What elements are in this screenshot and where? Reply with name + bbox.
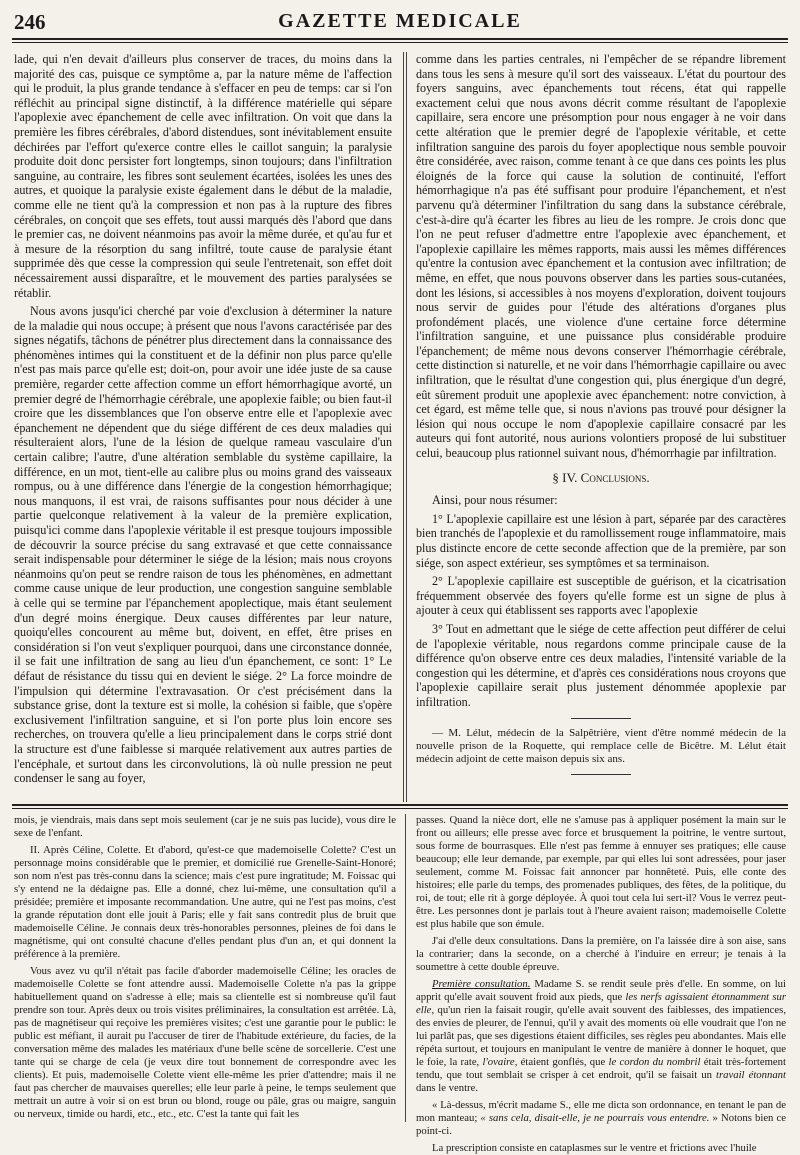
masthead-title: GAZETTE MEDICALE (278, 10, 522, 32)
column-divider (405, 814, 406, 1122)
section-heading (416, 471, 786, 486)
text-run: , qu'un rien la faisait rougir, qu'elle avait souvent des faiblesses, des impatiences, des envies de pleurer, de l'ennui, qu'il y avait des moments où elle voudrait que l'on ne lui parlât pas, que ses digestions étaient difficiles, ses règles peu abondantes. Mais elle répéta surtout, et toujours en manipulant le ventre de manière à donner le hoquet, que le foie, la rate, (416, 1004, 786, 1068)
text-run: Madame S. se rendit seule près d'elle. En somme, on lui apprit qu'elle avait souvent froid aux pieds, que (416, 978, 786, 1003)
section-number: § IV. (552, 469, 578, 485)
paragraph: Nous avons jusqu'ici cherché par voie d'exclusion à déterminer la nature de la maladie qui nous occupe; à présent que nous l'avons caractérisée par des signes négatifs, tâchons de pénétrer plus directement dans la connaissance des phénomènes intimes qui la constituent et de la définir non plus parce qu'elle n'est pas mais parce qu'elle est; doit-on, pour avoir une idée juste de sa cause première, regarder cette affection comme un effort hémorrhagique avorté, un premier degré de l'hémorrhagie cérébrale, une apoplexie faible; ou bien faut-il croire que les dissemblances que l'on observe entre elle et l'apoplexie avec épanchement ne dépendent que du siége différent de ces deux maladies qui résulteraient alors, l'une de la lésion de quelque rameau vasculaire d'un certain calibre; l'autre, d'une altération semblable du système capillaire, la différence, en un mot, tient-elle au calibre plus ou moins grand des vaisseaux rompus, ou à une différence dans l'énergie de la congestion hémorrhagique; nous manquons, il est vrai, de raisons suffisantes pour nous décider à une partie quelconque relativement à la valeur de la première explication, puisqu'ici comme dans l'apoplexie véritable il est presque toujours impossible de découvrir la source précise du sang extravasé et que cette connaissance serait indispensable pour déterminer le siége de la lésion; mais nous croyons néanmoins qu'on peut se rendre raison de tous les phénomènes, en admettant comme cause unique de leur production, une congestion sanguine semblable à celle qui se termine par l'épanchement apoplectique, mais étant seulement d'un degré moins énergique. Deux causes différentes par leur nature, quoiqu'elles concourent au même but, doivent, en effet, être prises en considération si l'on veut s'expliquer pourquoi, dans une circonstance donnée, il se fait une infiltration de sang au lieu d'un épanchement, ce sont: 1° Le défaut de résistance du tissu qui en devient le siége. 2° La force moindre de l'impulsion qui détermine l'extravasation. Or c'est précisément dans la substance grise, dont la texture est si molle, la cohésion si faible, que s'opère exclusivement l'infiltration sanguine, et si l'on porte plus loin encore ses recherches, on trouvera qu'elle a lieu principalement dans le corps strié dont la structure est d'une faiblesse si marquée relativement aux autres parties de l'encéphale, et surtout dans les circonvolutions, là où nulle pression ne peut condenser le sang au foyer, (14, 304, 392, 786)
paragraph (416, 1099, 786, 1138)
lower-right-column (416, 814, 787, 1154)
paragraph (416, 978, 786, 1095)
emphasis: l'ovaire (482, 1056, 515, 1068)
paragraph: La prescription consiste en cataplasmes sur le ventre et frictions avec l'huile (432, 1142, 757, 1154)
text-run: » Notons bien ce point-ci. (416, 1112, 787, 1137)
separator-rule (571, 774, 631, 775)
text-run: « Là-dessus, m'écrit madame S., elle me dicta son ordonnance, en tenant le pan de mon manteau; (416, 1099, 786, 1124)
text-run: , étaient gonflés, que (514, 1056, 609, 1068)
emphasis: travail étonnant (716, 1069, 786, 1081)
text-run: dans le ventre. (416, 1082, 479, 1094)
upper-right-column (416, 52, 786, 798)
column-divider (406, 52, 407, 802)
section-rule-thin (12, 808, 788, 809)
paragraph: lade, qui n'en devait d'ailleurs plus conserver de traces, du moins dans la majorité des cas, puisque ce symptôme a, par la nature même de l'affection qui le produit, la plus grande tendance à s'effacer en peu de temps: car si l'on réfléchit au principal signe distinctif, à la différence matérielle qui sépare l'apoplexie avec épanchement de celle avec infiltration. On voit que dans la première les fibres cérébrales, d'abord distendues, sont inévitablement ensuite déchirées par l'effort qu'exerce contre elles le caillot sanguin; la paralysie produite doit donc persister fort longtemps, sinon toujours; dans l'infiltration sanguine, au contraire, les fibres sont seulement écartées, isolées les unes des autres, et quoique la paralysie existe également dans le début de la maladie, comme elle ne tient qu'à la compression et non pas à la rupture des fibres cérébrales, on conçoit que ses effets, tout aussi marqués dès l'abord que dans le premier cas, ne doivent néanmoins pas avoir la même durée, et qu'au fur et à mesure de la résorption du sang infiltré, toute cause de paralysie étant supprimée dès que cesse la compression qui seule l'entretenait, son effet doit nécessairement aussi disparaître, et le mouvement des parties paralysées se rétablir. (14, 52, 392, 300)
emphasis: les nerfs agissaient étonnamment sur elle (416, 991, 786, 1016)
paragraph: passes. Quand la nièce dort, elle ne s'amuse pas à appliquer posément la main sur le front ou ailleurs; elle presse avec force et brusquement la poitrine, le ventre surtout, sous forme de bourrasques. Elle n'est pas femme à ennuyer ses pratiques; elle cause beaucoup; elle leur demande, par exemple, par qui elles lui sont adressées, pour jaser seulement, comme M. Foissac fait annoncer par honnêteté. Puis, elle conte des histoires; elle parle du temps, des promenades publiques, des fêtes, de la politique, du roi, de tout; elle rit à gorge déployée. À quoi tout cela lui sert-il? Vous le verrez peut-être. Les personnes dont je parlais tout à l'heure avaient raison; mademoiselle Colette est plus habile que son émule. (416, 814, 786, 930)
column-divider (403, 52, 404, 802)
consultation-label: Première consultation. (432, 978, 531, 990)
page-number: 246 (14, 10, 46, 34)
upper-left-column (14, 52, 392, 798)
emphasis: « sans cela, disait-elle, je ne pourrais vous entendre. (480, 1112, 710, 1124)
section-rule (12, 804, 788, 806)
conclusion-item: 1° L'apoplexie capillaire est une lésion à part, séparée par des caractères bien tranchés de l'apoplexie et du ramollissement rouge inflammatoire, mais plus distincte encore de cette seconde affection que de la première, par son siége, son aspect extérieur, ses symptômes et sa terminaison. (416, 511, 786, 570)
text-run: était très-fortement tendu, que tout semblait se crisper à cet endroit, qu'il se faisait un (416, 1056, 786, 1081)
separator-rule (571, 718, 631, 719)
paragraph: J'ai d'elle deux consultations. Dans la première, on l'a laissée dire à son aise, sans la contrarier; dans la seconde, on a cherché à l'induire en erreur; je tenais à la soumettre à cette double épreuve. (416, 935, 786, 973)
conclusion-item: 3° Tout en admettant que le siége de cette affection peut différer de celui de l'apoplexie véritable, nous regardons comme principale cause de la différence qu'on observe entre ces deux maladies, l'intensité variable de la congestion qui les détermine, et d'après ces considérations nous croyons que l'apoplexie capillaire serait plus justement dénommée apoplexie par infiltration. (416, 621, 786, 709)
paragraph: Vous avez vu qu'il n'était pas facile d'aborder mademoiselle Céline; les oracles de mademoiselle Colette se font attendre aussi. Mademoiselle Colette n'a pas la grippe habituellement quand on s'adresse à elle; mais sa clientelle est si nombreuse qu'il faut prendre son tour. Après deux ou trois visites préliminaires, la consultation est arrêtée. Là, pas de magnétiseur qui reçoive les premières visites; c'est une garantie pour le public: le public est méfiant, il aurait pu l'accuser de tirer de l'habitude extérieure, du facies, de la conversation même des malades les matériaux d'une belle scène de sorcellerie. C'est une tante qui se charge de cela (je veux dire tout bonnement de correspondre avec les clients). Et puis, mademoiselle Colette vient elle-même les prier d'attendre; mais il ne faut pas chercher de mauvaises querelles; elle leur parle à peine, le temps seulement que mettrait un autre à voir si on est brun ou blond, rouge ou pâle, gras ou maigre, sanguin ou nerveux, timide ou hardi, etc., etc., etc. C'est la tante qui fait les (14, 965, 396, 1120)
paragraph: II. Après Céline, Colette. Et d'abord, qu'est-ce que mademoiselle Colette? C'est un personnage moins considérable que le premier, et domicilié rue Grenelle-Saint-Honoré; son nom n'est pas très-connu dans la science; mais c'est pure ingratitude; M. Foissac qui s'y entend ne la dédaigne pas. Elle a donné, chez lui-même, une consultation qu'il a présidée; première et imposante recommandation. Une autre, qui ne l'est pas moins, c'est la grande réputation dont elle jouit à Paris; elle y fait sans contredit plus de bruit que mademoiselle Céline. Je connais deux très-honorables personnes, pleines de foi dans le magnétisme, qui ont consulté chacune d'elles pendant plus d'un an, et qui donnent la préférence à la première. (14, 844, 396, 960)
emphasis: le cordon du nombril (608, 1056, 701, 1068)
conclusion-item: 2° L'apoplexie capillaire est susceptible de guérison, et la cicatrisation fréquemment observée des foyers qu'elle forme est un signe de plus à ajouter à ceux qui établissent ses rapports avec l'apoplexie (416, 574, 786, 618)
header-rule (12, 38, 788, 40)
lower-left-column (14, 814, 396, 1122)
conclusions-intro: Ainsi, pour nous résumer: (432, 493, 558, 508)
paragraph: mois, je viendrais, mais dans sept mois seulement (car je ne suis pas lucide), vous dire le sexe de l'enfant. (14, 814, 396, 839)
news-item: — M. Lélut, médecin de la Salpêtrière, vient d'être nommé médecin de la nouvelle prison de la Roquette, qui remplace celle de Bicêtre. M. Lélut était médecin adjoint de cette maison depuis six ans. (416, 726, 786, 765)
header-rule-thin (12, 42, 788, 43)
section-title: Conclusions. (580, 469, 650, 485)
paragraph: comme dans les parties centrales, ni l'empêcher de se répandre librement dans tous les sens à mesure qu'il sort des vaisseaux. L'état du pourtour des foyers sanguins, avec épanchements tout récens, état qui rappelle exactement celui que nous avons décrit comme résultant de l'apoplexie capillaire, sera encore une présomption pour nous engager à ne voir dans cette altération que le premier degré de l'apoplexie véritable, et cette infiltration sanguine des parois du foyer apoplectique nous semble pouvoir être considérée, avec raison, comme tenant à ce que dans ces points les plus éloignés de la force qui cause la solution de continuité, l'effort hémorrhagique n'a pas été suffisant pour produire l'épanchement, et n'est parvenu qu'à déterminer l'infiltration du sang dans la substance cérébrale, c'est-à-dire qu'à écarter les fibres au lieu de les rompre. Je crois donc que l'on ne peut refuser d'admettre entre l'apoplexie avec épanchement, et l'apoplexie capillaire les mêmes rapports, mais aussi les mêmes différences qu'entre la contusion avec épanchement et la contusion avec infiltration; de même, en effet, que nous pouvons observer dans les parties sous-cutanées, dont les lésions, si accessibles à nos moyens d'exploration, doivent toujours nous servir de guides pour l'étude des altérations d'organes plus profondément placés, une violence d'une certaine force détermine l'infiltration sanguine, et une puissance plus considérable produire l'épanchement; de même nous devons conserver l'hémorrhagie cérébrale, cette distinction si naturelle, et ne voir dans l'hémorrhagie capillaire ou avec infiltration, que le résultat d'une congestion qui, plus énergique d'un degré, eût sûrement produit une apoplexie avec épanchement: notre conviction, à cet égard, est même telle que, si nous n'avions pas trouvé pour désigner la lésion qui nous occupe le nom d'apoplexie capillaire consacré par les auteurs qui font autorité, nous aurions volontiers proposé de lui substituer celui, beaucoup plus rationnel suivant nous, d'hémorrhagie par infiltration. (416, 52, 786, 461)
